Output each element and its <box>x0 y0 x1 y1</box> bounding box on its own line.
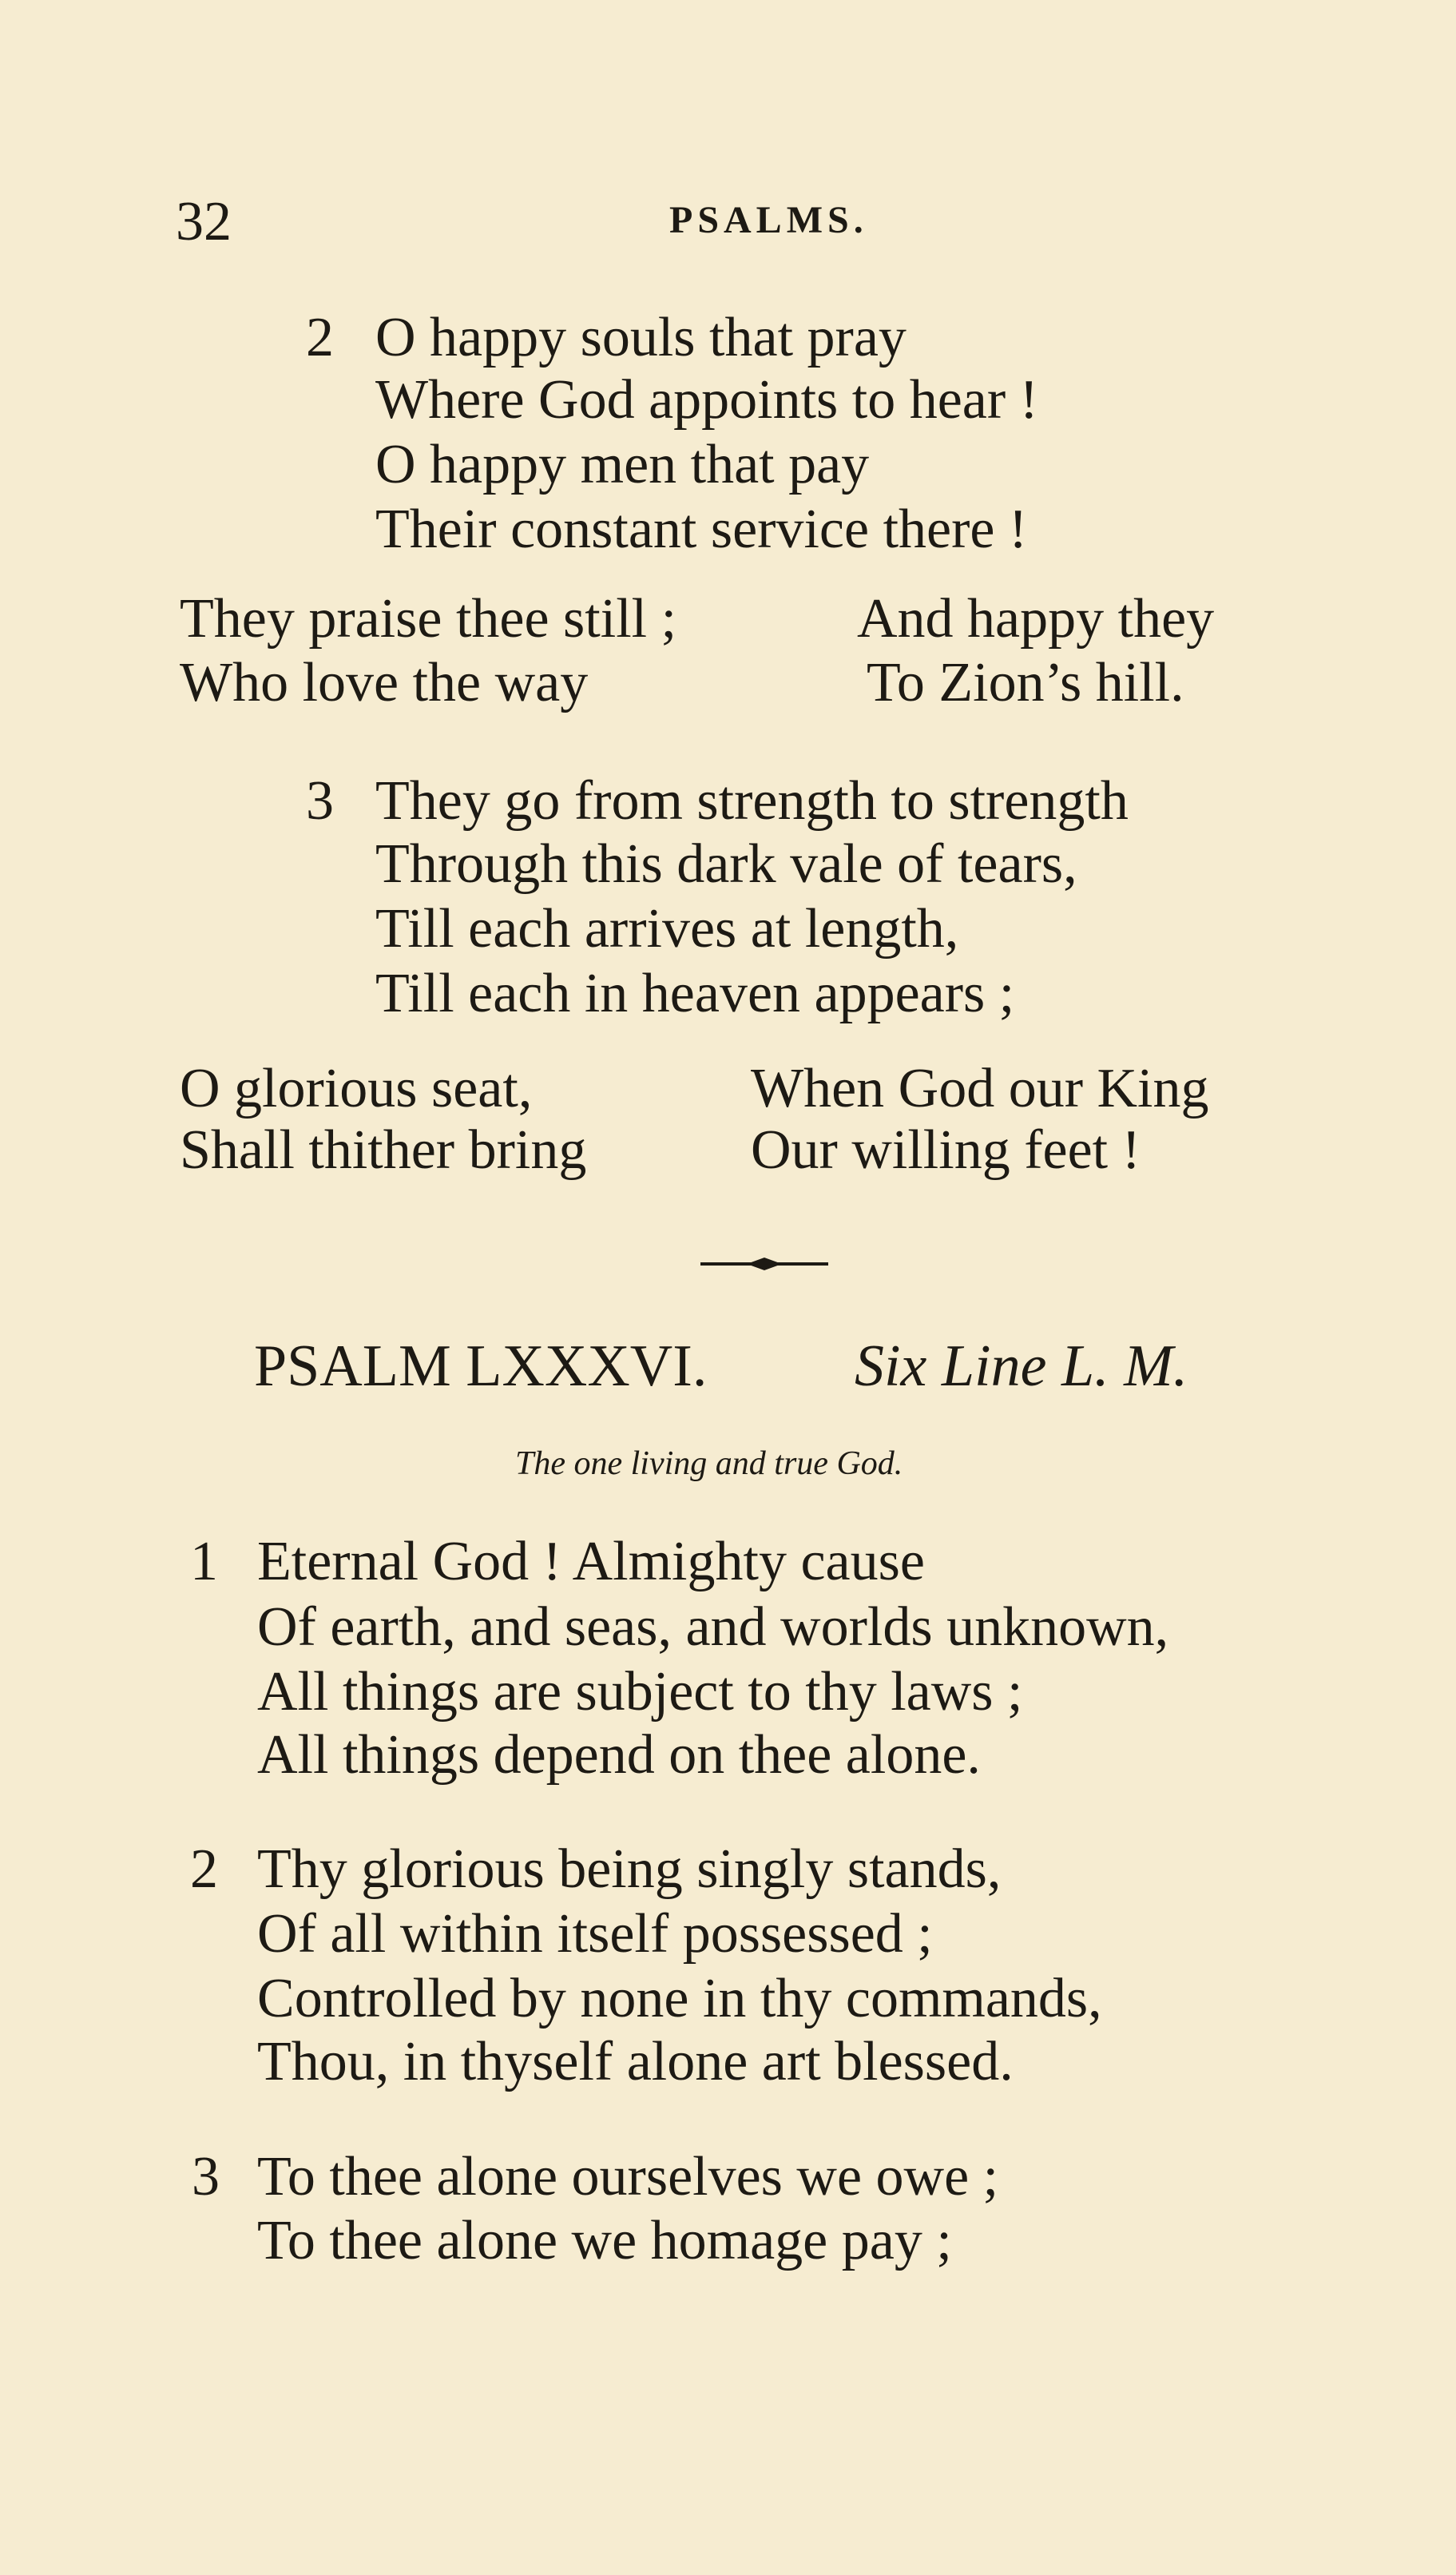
stanza-number: 3 <box>306 770 334 832</box>
ornament-divider <box>700 1255 828 1273</box>
verse-line: To thee alone ourselves we owe ; <box>257 2146 999 2207</box>
stanza-number: 1 <box>190 1531 218 1592</box>
verse-line: Thy glorious being singly stands, <box>257 1838 1002 1900</box>
refrain-line: Who love the way <box>180 652 589 713</box>
running-head: PSALMS. <box>669 199 868 241</box>
verse-line: All things are subject to thy laws ; <box>257 1661 1023 1723</box>
psalm-subtitle: The one living and true God. <box>515 1445 903 1482</box>
verse-line: Controlled by none in thy commands, <box>257 1968 1102 2029</box>
verse-line: Through this dark vale of tears, <box>375 833 1077 895</box>
refrain-line: And happy they <box>857 588 1215 650</box>
verse-line: O happy men that pay <box>375 434 870 495</box>
verse-line: To thee alone we homage pay ; <box>257 2210 952 2271</box>
psalm-meter: Six Line L. M. <box>855 1333 1188 1399</box>
psalm-title: PSALM LXXXVI. <box>254 1333 708 1399</box>
stanza-number: 2 <box>306 307 334 368</box>
page-number: 32 <box>176 191 232 252</box>
refrain-line: Shall thither bring <box>180 1119 587 1181</box>
verse-line: O happy souls that pray <box>375 307 907 368</box>
verse-line: All things depend on thee alone. <box>257 1724 981 1786</box>
verse-line: Of earth, and seas, and worlds unknown, <box>257 1596 1169 1658</box>
verse-line: Till each arrives at length, <box>375 898 959 960</box>
verse-line: Till each in heaven appears ; <box>375 963 1015 1024</box>
verse-line: They go from strength to strength <box>375 770 1129 832</box>
verse-line: Their constant service there ! <box>375 499 1028 560</box>
stanza-number: 2 <box>190 1838 218 1900</box>
refrain-line: O glorious seat, <box>180 1058 533 1119</box>
refrain-line: To Zion’s hill. <box>867 652 1184 713</box>
refrain-line: Our willing feet ! <box>751 1119 1141 1181</box>
stanza-number: 3 <box>192 2146 220 2207</box>
verse-line: Where God appoints to hear ! <box>375 369 1038 431</box>
refrain-line: They praise thee still ; <box>180 588 677 650</box>
verse-line: Eternal God ! Almighty cause <box>257 1531 925 1592</box>
verse-line: Thou, in thyself alone art blessed. <box>257 2031 1014 2092</box>
refrain-line: When God our King <box>751 1058 1209 1119</box>
verse-line: Of all within itself possessed ; <box>257 1903 933 1965</box>
